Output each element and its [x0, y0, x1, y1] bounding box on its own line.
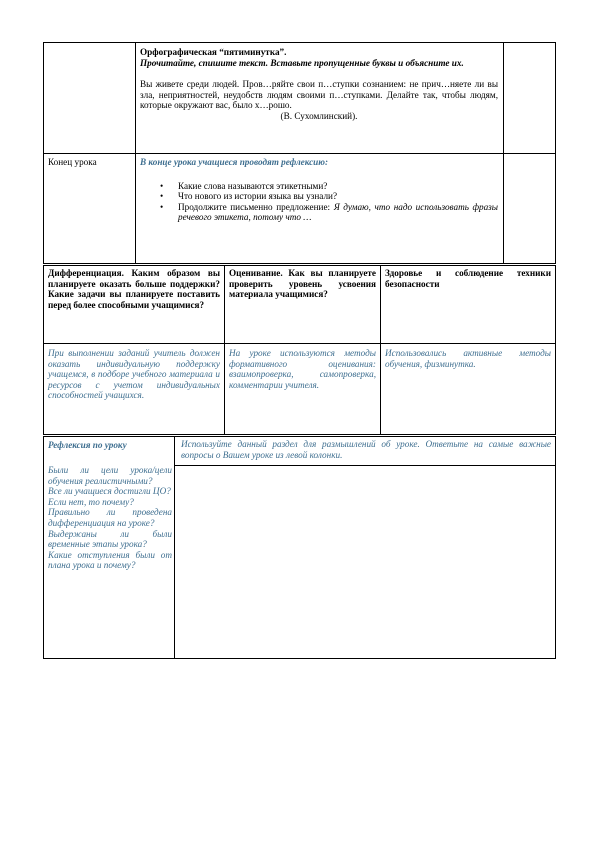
assessment-header-cell: [224, 265, 381, 344]
reflection-intro: В конце урока учащиеся проводят рефлексию:: [140, 157, 329, 167]
task-left-cell: [43, 42, 136, 154]
reflection-question: Правильно ли проведена дифференциация на уроке?: [48, 507, 172, 528]
reflection-question: Какие отступления были от плана урока и почему?: [48, 549, 172, 571]
reflection-questions: [48, 465, 172, 571]
assessment-answer: На уроке используются методы формативного оценивания: взаимопроверка, самопроверка, комментарии учителя.: [229, 348, 376, 390]
assessment-header: Оценивание. Как вы планируете проверить уровень усвоения материала учащимися?: [229, 268, 376, 300]
bullet-prefix: Продолжите письменно предложение:: [178, 201, 334, 212]
bullet-italic: Я думаю, что надо использовать фразы речевого этикета, потому что …: [178, 201, 498, 223]
health-header-cell: [380, 265, 556, 344]
health-answer-cell: [380, 343, 556, 435]
differentiation-header: Дифференциация. Каким образом вы планируете оказать больше поддержки? Какие задачи вы планируете поставить перед более способными учащимися?: [48, 268, 220, 310]
bullet-item: • Что нового из истории языка вы узнали?: [140, 191, 498, 202]
reflection-question: Были ли цели урока/цели обучения реалистичными?: [48, 465, 172, 486]
task-right-cell: [503, 42, 556, 154]
reflection-question: Выдержаны ли были временные этапы урока?: [48, 528, 172, 550]
reflection-questions-cell: [43, 436, 175, 659]
reflection-question: Все ли учащиеся достигли ЦО?: [48, 486, 171, 497]
differentiation-answer: При выполнении заданий учитель должен оказать индивидуальную поддержку учащемся, в подборе учебного материала и ресурсов с учетом индивидуальных способностей учащихся.: [48, 348, 220, 401]
reflection-note-cell: [174, 436, 556, 466]
bullet-item: [140, 202, 498, 223]
task-text-block: [140, 47, 498, 122]
reflection-answer-area[interactable]: [174, 465, 556, 659]
task-title: Орфографическая “пятиминутка”.: [140, 47, 287, 57]
reflection-title: Рефлексия по уроку: [48, 440, 127, 450]
health-answer: Использовались активные методы обучения, физминутка.: [385, 348, 551, 369]
differentiation-answer-cell: [43, 343, 225, 435]
reflection-bullets: [140, 181, 498, 223]
task-text: Вы живете среди людей. Пров…ряйте свои п…ступки сознанием: не прич…няете ли вы зла, неприятностей, неудобств людям своими п…ступками. Делайте так, чтобы людям, которые окружают вас, было х…рошо.: [140, 79, 498, 111]
task-instruction: Прочитайте, спишите текст. Вставьте пропущенные буквы и объясните их.: [140, 57, 464, 68]
differentiation-header-cell: [43, 265, 225, 344]
bullet-item: • Какие слова называются этикетными?: [140, 181, 498, 192]
assessment-answer-cell: [224, 343, 381, 435]
end-of-lesson-label: Конец урока: [48, 157, 97, 167]
health-header: Здоровье и соблюдение техники безопасности: [385, 268, 551, 289]
end-of-lesson-label-cell: [43, 153, 136, 264]
task-author: (В. Сухомлинский).: [280, 110, 358, 121]
reflection-note: Используйте данный раздел для размышлений об уроке. Ответьте на самые важные вопросы о Вашем уроке из левой колонки.: [181, 439, 551, 460]
end-of-lesson-right-cell: [503, 153, 556, 264]
reflection-question: Если нет, то почему?: [48, 496, 134, 507]
end-of-lesson-content: [140, 157, 498, 223]
